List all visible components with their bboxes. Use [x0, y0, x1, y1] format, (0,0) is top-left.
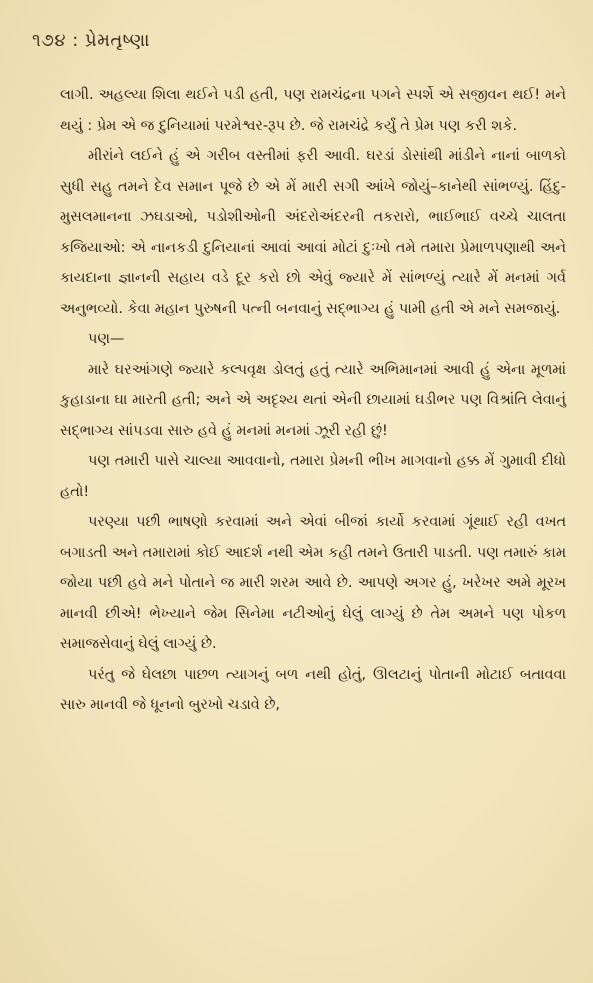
book-title: પ્રેમતૃષ્ણા: [85, 30, 151, 51]
paragraph-1: લાગી. અહલ્યા શિલા થઈને પડી હતી, પણ રામચંદ્રના પગને સ્પર્શે એ સજીવન થઈ! મને થયું : પ્રેમ એ જ દુનિયામાં પરમેશ્વર-રૂપ છે. જે રામચંદ્રે કર્યું તે પ્રેમ પણ કરી શકે.: [60, 87, 566, 134]
paragraph-6: પરણ્યા પછી ભાષણો કરવામાં અને એવાં બીજાં કાર્યો કરવામાં ગૂંથાઈ રહી વખત બગાડતી અને તમારામાં કોઈ આદર્શ નથી એમ કહી તમને ઉતારી પાડતી. પણ તમારું કામ જોયા પછી હવે મને પોતાને જ મારી શરમ આવે છે. આપણે અગર હું, ખરેખર અમે મૂરખ માનવી છીએ! ભેખ્યાને જેમ સિનેમા નટીઓનું ઘેલું લાગ્યું છે તેમ અમને પણ પોકળ સમાજસેવાનું ઘેલું લાગ્યું છે.: [60, 514, 566, 652]
page-header: [32, 30, 150, 51]
paragraph-7: પરંતુ જે ઘેલછા પાછળ ત્યાગનું બળ નથી હોતું, ઊલટાનું પોતાની મોટાઈ બતાવવા સારુ માનવી જે ધૂનનો બુરખો ચડાવે છે,: [60, 666, 566, 713]
paragraph-5: પણ તમારી પાસે ચાલ્યા આવવાનો, તમારા પ્રેમની ભીખ માગવાનો હક્ક મેં ગુમાવી દીધો હતો!: [60, 453, 566, 500]
paragraph-3: પણ—: [88, 331, 125, 347]
paragraph-2: મીરાંને લઈને હું એ ગરીબ વસ્તીમાં ફરી આવી. ઘરડાં ડોસાંથી માંડીને નાનાં બાળકો સુધી સહુ તમને દેવ સમાન પૂજે છે એ મેં મારી સગી આંખે જોયું–કાનેથી સાંભળ્યું. હિંદુ-મુસલમાનના ઝઘડાઓ, પડોશીઓની અંદરોઅંદરની તકરારો, ભાઈભાઈ વચ્ચે ચાલતા કજિયાઓ: એ નાનકડી દુનિયાનાં આવાં આવાં મોટાં દુઃખો તમે તમારા પ્રેમાળપણાથી અને કાયદાના જ્ઞાનની સહાય વડે દૂર કરો છો એવું જ્યારે મેં સાંભળ્યું ત્યારે મેં મનમાં ગર્વ અનુભવ્યો. કેવા મહાન પુરુષની પત્ની બનવાનું સદ્ભાગ્ય હું પામી હતી એ મને સમજાયું.: [60, 148, 566, 317]
page-body: [60, 80, 566, 721]
paragraph-4: મારે ઘરઆંગણે જ્યારે કલ્પવૃક્ષ ડોલતું હતું ત્યારે અભિમાનમાં આવી હું એના મૂળમાં કુહાડાના ઘા મારતી હતી; અને એ અદૃશ્ય થતાં એની છાયામાં ઘડીભર પણ વિશ્રાંતિ લેવાનું સદ્ભાગ્ય સાંપડવા સારુ હવે હું મનમાં મનમાં ઝૂરી રહી છું!: [60, 361, 566, 439]
header-separator: :: [72, 30, 79, 51]
page-number: ૧૭૪: [32, 30, 66, 51]
